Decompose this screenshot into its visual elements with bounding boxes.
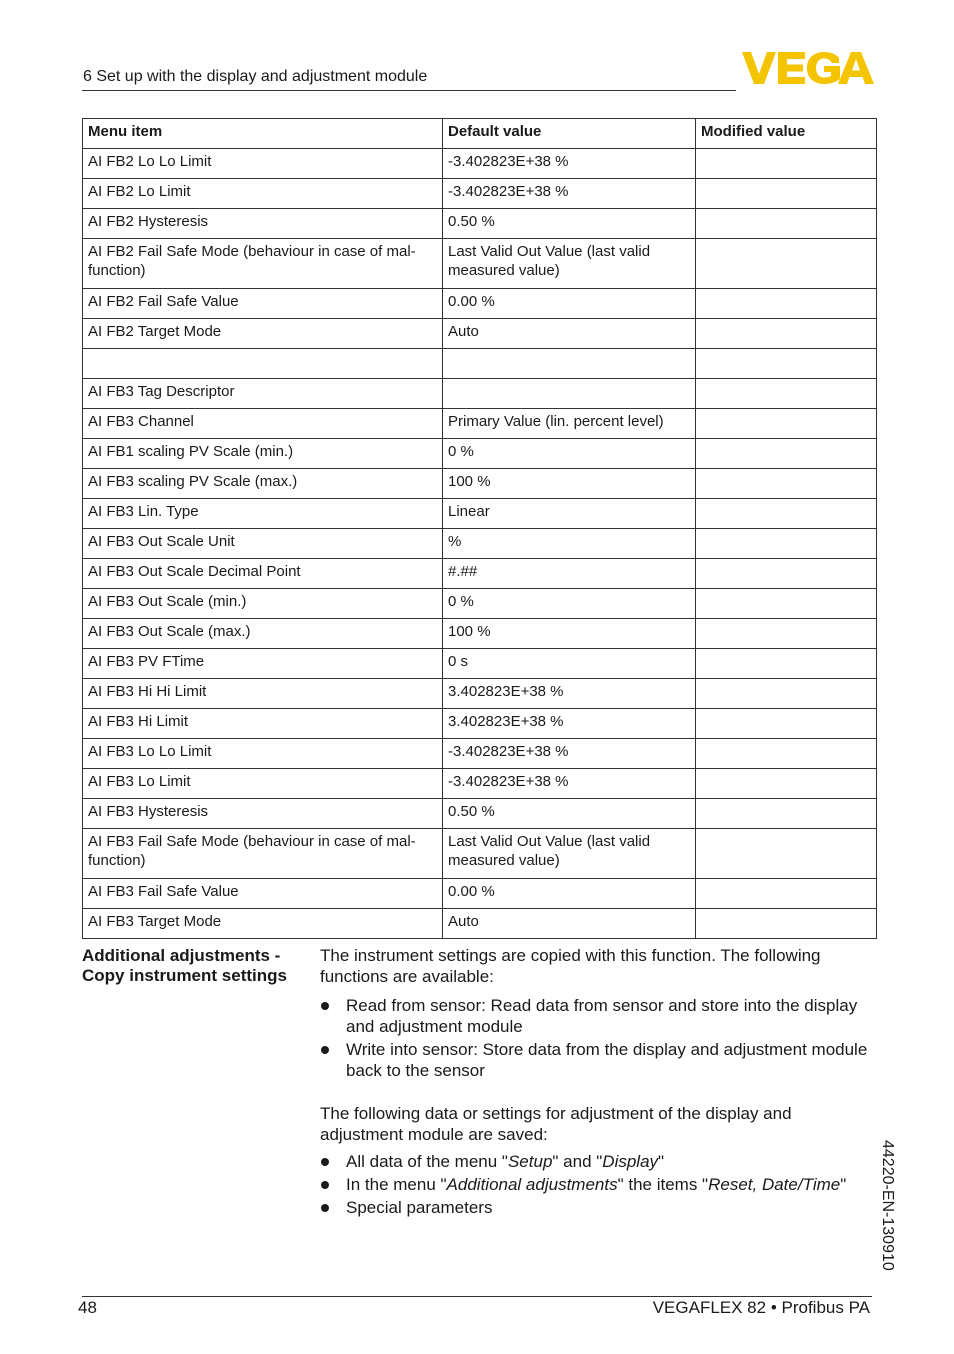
table-row bbox=[83, 529, 877, 559]
menu-items-reset-date-time: Reset, Date/Time bbox=[708, 1175, 841, 1194]
cell-menu-item: AI FB3 Hi Hi Limit bbox=[83, 679, 443, 709]
col-header-modified-value: Modified value bbox=[696, 119, 877, 149]
text: In the menu " bbox=[346, 1175, 447, 1194]
cell-default-value: 3.402823E+38 % bbox=[443, 709, 696, 739]
cell-default-value: 0.50 % bbox=[443, 209, 696, 239]
section-title: 6 Set up with the display and adjustment module bbox=[83, 68, 428, 85]
list-item: Special parameters bbox=[320, 1197, 875, 1218]
cell-menu-item: AI FB3 Fail Safe Value bbox=[83, 879, 443, 909]
cell-default-value: 0 s bbox=[443, 649, 696, 679]
document-code: 44220-EN-130910 bbox=[879, 1140, 896, 1271]
table-row bbox=[83, 739, 877, 769]
cell-default-value: 0.00 % bbox=[443, 289, 696, 319]
table-row bbox=[83, 499, 877, 529]
list-item: Write into sensor: Store data from the display and adjustment module back to the sensor bbox=[320, 1039, 875, 1081]
cell-modified-value bbox=[696, 879, 877, 909]
cell-modified-value bbox=[696, 739, 877, 769]
cell-menu-item: AI FB2 Fail Safe Mode (behaviour in case of mal-function) bbox=[83, 239, 443, 289]
list-item bbox=[320, 1151, 875, 1172]
list-item: Read from sensor: Read data from sensor and store into the display and adjustment module bbox=[320, 995, 875, 1037]
product-name: VEGAFLEX 82 • Profibus PA bbox=[652, 1298, 870, 1317]
cell-modified-value bbox=[696, 589, 877, 619]
cell-menu-item: AI FB3 Lo Limit bbox=[83, 769, 443, 799]
table-row bbox=[83, 909, 877, 939]
text: All data of the menu " bbox=[346, 1152, 508, 1171]
section-body bbox=[320, 945, 875, 1220]
cell-default-value: % bbox=[443, 529, 696, 559]
cell-default-value: #.## bbox=[443, 559, 696, 589]
cell-modified-value bbox=[696, 529, 877, 559]
cell-menu-item: AI FB3 Out Scale (min.) bbox=[83, 589, 443, 619]
cell-default-value: 100 % bbox=[443, 469, 696, 499]
cell-default-value: Primary Value (lin. percent level) bbox=[443, 409, 696, 439]
table-row bbox=[83, 439, 877, 469]
table-row bbox=[83, 289, 877, 319]
text: " bbox=[658, 1152, 665, 1171]
cell-menu-item: AI FB3 Channel bbox=[83, 409, 443, 439]
menu-name-additional-adjustments: Additional adjustments bbox=[446, 1175, 618, 1194]
cell-menu-item: AI FB3 scaling PV Scale (max.) bbox=[83, 469, 443, 499]
cell-default-value bbox=[443, 379, 696, 409]
text: " and " bbox=[552, 1152, 603, 1171]
settings-table bbox=[82, 118, 877, 939]
cell-menu-item: AI FB3 Out Scale Unit bbox=[83, 529, 443, 559]
cell-menu-item: AI FB3 Tag Descriptor bbox=[83, 379, 443, 409]
page-number: 48 bbox=[78, 1298, 97, 1317]
cell-menu-item: AI FB3 Hi Limit bbox=[83, 709, 443, 739]
cell-default-value: Linear bbox=[443, 499, 696, 529]
cell-modified-value bbox=[696, 439, 877, 469]
cell-default-value: -3.402823E+38 % bbox=[443, 739, 696, 769]
cell-menu-item: AI FB3 PV FTime bbox=[83, 649, 443, 679]
cell-menu-item: AI FB2 Fail Safe Value bbox=[83, 289, 443, 319]
cell-default-value: 0.00 % bbox=[443, 879, 696, 909]
table-row bbox=[83, 409, 877, 439]
cell-modified-value bbox=[696, 179, 877, 209]
cell-modified-value bbox=[696, 499, 877, 529]
cell-default-value: -3.402823E+38 % bbox=[443, 769, 696, 799]
cell-default-value: -3.402823E+38 % bbox=[443, 149, 696, 179]
text: " the items " bbox=[617, 1175, 709, 1194]
cell-modified-value bbox=[696, 239, 877, 289]
cell-default-value: 100 % bbox=[443, 619, 696, 649]
cell-default-value: Last Valid Out Value (last valid measured value) bbox=[443, 239, 696, 289]
cell-menu-item: AI FB2 Lo Lo Limit bbox=[83, 149, 443, 179]
table-row bbox=[83, 589, 877, 619]
table-row bbox=[83, 179, 877, 209]
section-heading-line1: Additional adjustments - bbox=[82, 946, 281, 965]
saved-intro-paragraph: The following data or settings for adjustment of the display and adjustment module are saved: bbox=[320, 1104, 792, 1144]
cell-menu-item: AI FB3 Hysteresis bbox=[83, 799, 443, 829]
cell-modified-value bbox=[696, 649, 877, 679]
cell-modified-value bbox=[696, 769, 877, 799]
cell-default-value: 0 % bbox=[443, 589, 696, 619]
menu-name-display: Display bbox=[602, 1152, 659, 1171]
cell-default-value bbox=[443, 349, 696, 379]
table-row bbox=[83, 239, 877, 289]
saved-items-list bbox=[320, 1151, 875, 1218]
vega-logo bbox=[742, 52, 874, 84]
cell-modified-value bbox=[696, 909, 877, 939]
cell-default-value: 0.50 % bbox=[443, 799, 696, 829]
cell-default-value: Last Valid Out Value (last valid measured value) bbox=[443, 829, 696, 879]
header-divider bbox=[82, 90, 736, 91]
cell-menu-item: AI FB3 Fail Safe Mode (behaviour in case of mal-function) bbox=[83, 829, 443, 879]
table-row bbox=[83, 799, 877, 829]
cell-menu-item: AI FB3 Target Mode bbox=[83, 909, 443, 939]
table-row bbox=[83, 679, 877, 709]
col-header-default-value: Default value bbox=[443, 119, 696, 149]
cell-menu-item: AI FB2 Lo Limit bbox=[83, 179, 443, 209]
text: " bbox=[840, 1175, 847, 1194]
cell-menu-item: AI FB3 Out Scale Decimal Point bbox=[83, 559, 443, 589]
cell-modified-value bbox=[696, 469, 877, 499]
cell-modified-value bbox=[696, 379, 877, 409]
table-row bbox=[83, 769, 877, 799]
cell-menu-item: AI FB3 Lin. Type bbox=[83, 499, 443, 529]
table-row bbox=[83, 709, 877, 739]
section-heading-line2: Copy instrument settings bbox=[82, 966, 287, 985]
table-row bbox=[83, 349, 877, 379]
table-row bbox=[83, 619, 877, 649]
table-row bbox=[83, 319, 877, 349]
cell-default-value: Auto bbox=[443, 909, 696, 939]
table-row bbox=[83, 469, 877, 499]
menu-name-setup: Setup bbox=[507, 1152, 553, 1171]
cell-default-value: 3.402823E+38 % bbox=[443, 679, 696, 709]
cell-menu-item: AI FB3 Out Scale (max.) bbox=[83, 619, 443, 649]
section-heading bbox=[82, 946, 312, 986]
cell-modified-value bbox=[696, 679, 877, 709]
cell-menu-item: AI FB1 scaling PV Scale (min.) bbox=[83, 439, 443, 469]
table-row bbox=[83, 209, 877, 239]
cell-menu-item: AI FB2 Hysteresis bbox=[83, 209, 443, 239]
table-row bbox=[83, 559, 877, 589]
cell-modified-value bbox=[696, 619, 877, 649]
table-row bbox=[83, 879, 877, 909]
intro-paragraph: The instrument settings are copied with this function. The following functions are available: bbox=[320, 946, 821, 986]
cell-modified-value bbox=[696, 289, 877, 319]
cell-modified-value bbox=[696, 149, 877, 179]
functions-list bbox=[320, 995, 875, 1081]
cell-modified-value bbox=[696, 409, 877, 439]
col-header-menu-item: Menu item bbox=[83, 119, 443, 149]
cell-modified-value bbox=[696, 559, 877, 589]
list-item bbox=[320, 1174, 875, 1195]
cell-modified-value bbox=[696, 319, 877, 349]
table-row bbox=[83, 379, 877, 409]
table-row bbox=[83, 829, 877, 879]
cell-default-value: 0 % bbox=[443, 439, 696, 469]
cell-menu-item: AI FB3 Lo Lo Limit bbox=[83, 739, 443, 769]
cell-modified-value bbox=[696, 709, 877, 739]
cell-modified-value bbox=[696, 799, 877, 829]
footer-divider bbox=[82, 1296, 872, 1297]
cell-modified-value bbox=[696, 209, 877, 239]
table-row bbox=[83, 649, 877, 679]
table-row bbox=[83, 149, 877, 179]
cell-menu-item bbox=[83, 349, 443, 379]
table-header-row bbox=[83, 119, 877, 149]
cell-modified-value bbox=[696, 349, 877, 379]
cell-modified-value bbox=[696, 829, 877, 879]
cell-default-value: -3.402823E+38 % bbox=[443, 179, 696, 209]
cell-default-value: Auto bbox=[443, 319, 696, 349]
cell-menu-item: AI FB2 Target Mode bbox=[83, 319, 443, 349]
